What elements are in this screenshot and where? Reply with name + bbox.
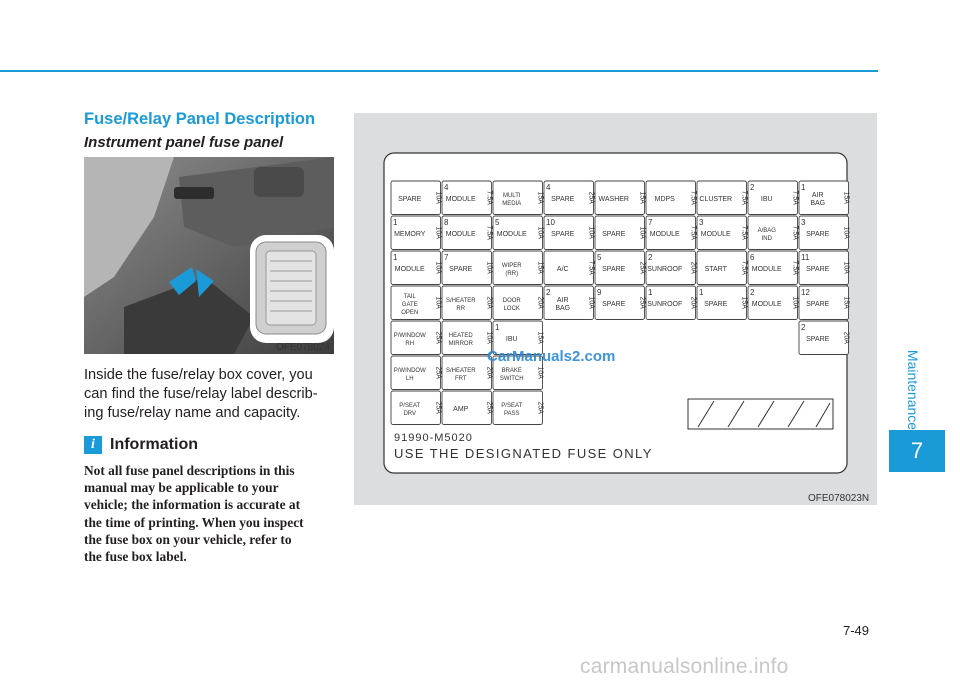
body-paragraph	[84, 366, 336, 423]
fuse-cell	[442, 286, 493, 320]
fuse-name: RR	[456, 305, 466, 312]
fuse-name: IND	[761, 235, 772, 242]
fuse-amperage: 10A	[842, 261, 850, 274]
fuse-name: IBU	[505, 335, 518, 343]
fuse-name: START	[704, 265, 727, 273]
fuse-cell	[646, 216, 697, 250]
fuse-cell	[442, 181, 493, 215]
fuse-amperage: 10A	[434, 296, 442, 309]
fuse-amperage: 10A	[587, 226, 595, 239]
fuse-name: MEDIA	[502, 200, 522, 207]
fuse-cell	[748, 286, 799, 320]
fuse-amperage: 15A	[842, 296, 850, 309]
fuse-name: SPARE	[398, 195, 422, 203]
fuse-cell	[748, 181, 799, 215]
fuse-cell	[799, 286, 850, 320]
fuse-cell	[595, 286, 646, 320]
fuse-number: 10	[546, 218, 555, 227]
fuse-amperage: 7.5A	[485, 225, 493, 240]
info-icon: i	[84, 436, 102, 454]
part-number: 91990-M5020	[394, 432, 473, 444]
fuse-name: SPARE	[551, 230, 575, 238]
fuse-name: FRT	[454, 375, 467, 382]
info-line: the time of printing. When you inspect	[84, 514, 304, 530]
info-line: Not all fuse panel descriptions in this	[84, 463, 295, 478]
fuse-cell	[391, 181, 442, 215]
fuse-number: 7	[444, 253, 449, 262]
fuse-name: SPARE	[806, 265, 830, 273]
header-rule	[0, 70, 878, 72]
fuse-amperage: 15A	[536, 261, 544, 274]
fuse-cell	[799, 216, 850, 250]
fuse-cell	[442, 251, 493, 285]
fuse-amperage: 10A	[791, 296, 799, 309]
fuse-cell	[799, 181, 850, 215]
fuse-name: DOOR	[502, 297, 521, 304]
fuse-name: SUNROOF	[647, 265, 683, 273]
page-number: 7-49	[843, 623, 870, 638]
fuse-amperage: 15A	[842, 191, 850, 204]
fuse-name: SWITCH	[499, 375, 524, 382]
fuse-amperage: 25A	[587, 191, 595, 204]
fuse-name: CLUSTER	[699, 195, 733, 203]
fuse-label-diagram	[354, 113, 877, 505]
fuse-name: SPARE	[806, 335, 830, 343]
info-title: Information	[110, 436, 198, 453]
fuse-amperage: 25A	[638, 261, 646, 274]
fuse-cell	[493, 181, 544, 215]
fuse-cell	[697, 181, 748, 215]
fuse-name: OPEN	[401, 309, 419, 316]
fuse-name: MODULE	[700, 230, 731, 238]
fuse-name: P/WINDOW	[393, 367, 426, 374]
fuse-cell	[391, 216, 442, 250]
fuse-cell	[493, 286, 544, 320]
fuse-number: 2	[750, 183, 755, 192]
fuse-cell	[595, 181, 646, 215]
fuse-amperage: 7.5A	[791, 260, 799, 275]
fuse-name: SPARE	[551, 195, 575, 203]
fuse-name: WASHER	[598, 195, 629, 203]
fuse-cell	[391, 391, 442, 425]
fuse-amperage: 7.5A	[485, 190, 493, 205]
fuse-name: TAIL	[403, 293, 416, 300]
fuse-name: DRV	[403, 410, 417, 417]
fuse-name: AIR	[556, 296, 569, 304]
fuse-name: P/SEAT	[501, 402, 523, 409]
fuse-name: IBU	[760, 195, 773, 203]
fuse-number: 2	[750, 288, 755, 297]
fuse-name: SPARE	[806, 230, 830, 238]
fuse-amperage: 7.5A	[689, 225, 697, 240]
fuse-name: WIPER	[501, 262, 522, 269]
fuse-name: PASS	[503, 410, 520, 417]
fuse-number: 1	[393, 253, 398, 262]
fuse-amperage: 20A	[689, 296, 697, 309]
fuse-number: 5	[495, 218, 500, 227]
info-paragraph	[84, 462, 336, 565]
fuse-name: SPARE	[704, 300, 728, 308]
fuse-name: AMP	[453, 405, 469, 413]
fuse-name: MIRROR	[448, 340, 473, 347]
fuse-name: HEATED	[448, 332, 473, 339]
fuse-cell	[442, 356, 493, 390]
fuse-name: P/SEAT	[399, 402, 421, 409]
fuse-name: S/HEATER	[445, 297, 476, 304]
fuse-amperage: 15A	[740, 296, 748, 309]
fuse-number: 12	[801, 288, 810, 297]
fuse-name: SPARE	[602, 265, 626, 273]
footer-watermark: carmanualsonline.info	[580, 655, 789, 678]
section-title: Fuse/Relay Panel Description	[84, 110, 316, 128]
fuse-amperage: 25A	[434, 366, 442, 379]
fuse-amperage: 25A	[485, 401, 493, 414]
info-line: vehicle; the information is accurate at	[84, 497, 301, 513]
fuse-name: MODULE	[751, 265, 782, 273]
fuse-number: 3	[699, 218, 704, 227]
fuse-name: BRAKE	[501, 367, 522, 374]
fuse-name: A/BAG	[757, 227, 776, 234]
fuse-name: SPARE	[602, 230, 626, 238]
fuse-name: MDPS	[654, 195, 675, 203]
chapter-tab-label: Maintenance	[905, 349, 921, 431]
fuse-cell	[697, 216, 748, 250]
fuse-name: SPARE	[602, 300, 626, 308]
fuse-number: 3	[801, 218, 806, 227]
fuse-amperage: 25A	[638, 296, 646, 309]
body-line: Inside the fuse/relay box cover, you	[84, 367, 313, 383]
fuse-name: MODULE	[496, 230, 527, 238]
fuse-cell	[391, 286, 442, 320]
watermark: CarManuals2.com	[487, 348, 616, 365]
fuse-cell	[442, 391, 493, 425]
fuse-name: (RR)	[505, 270, 519, 277]
fuse-amperage: 10A	[536, 366, 544, 379]
fuse-amperage: 10A	[842, 226, 850, 239]
diagram-callout: OFE078023N	[808, 493, 870, 504]
fuse-number: 4	[546, 183, 551, 192]
fuse-cell	[748, 216, 799, 250]
fuse-amperage: 10A	[587, 296, 595, 309]
fuse-cell	[748, 251, 799, 285]
fuse-number: 8	[444, 218, 449, 227]
fuse-name: MEMORY	[394, 230, 426, 238]
fuse-cell	[442, 216, 493, 250]
fuse-amperage: 10A	[485, 331, 493, 344]
fuse-amperage: 7.5A	[689, 190, 697, 205]
fuse-amperage: 25A	[536, 401, 544, 414]
fuse-name: LH	[405, 375, 414, 382]
fuse-amperage: 25A	[434, 401, 442, 414]
fuse-number: 1	[801, 183, 806, 192]
fuse-number: 1	[699, 288, 704, 297]
fuse-number: 11	[801, 253, 810, 262]
fuse-number: 2	[546, 288, 551, 297]
fuse-amperage: 20A	[842, 331, 850, 344]
fuse-number: 2	[648, 253, 653, 262]
fuse-panel-label	[354, 113, 877, 505]
fuse-name: S/HEATER	[445, 367, 476, 374]
fuse-name: RH	[405, 340, 415, 347]
fuse-number: 1	[393, 218, 398, 227]
designated-fuse-notice: USE THE DESIGNATED FUSE ONLY	[394, 446, 653, 461]
fuse-name: MODULE	[445, 230, 476, 238]
fuse-amperage: 10A	[536, 226, 544, 239]
fuse-number: 4	[444, 183, 449, 192]
fuse-number: 6	[750, 253, 755, 262]
fuse-name: GATE	[401, 301, 418, 308]
fuse-number: 2	[801, 323, 806, 332]
fuse-cell	[646, 286, 697, 320]
fuse-cell	[544, 181, 595, 215]
fuse-panel-photo	[84, 157, 334, 354]
fuse-amperage: 10A	[434, 261, 442, 274]
info-line: manual may be applicable to your	[84, 480, 279, 496]
fuse-cell	[391, 321, 442, 355]
fuse-name: MODULE	[649, 230, 680, 238]
fuse-number: 1	[495, 323, 500, 332]
fuse-amperage: 15A	[536, 191, 544, 204]
fuse-cell	[493, 251, 544, 285]
fuse-name: AIR	[811, 191, 824, 199]
photo-callout: OFE078024	[276, 342, 330, 353]
fuse-number: 5	[597, 253, 602, 262]
fuse-amperage: 25A	[434, 331, 442, 344]
fuse-cell	[544, 286, 595, 320]
fuse-name: A/C	[556, 265, 569, 273]
fuse-cell	[544, 251, 595, 285]
fuse-amperage: 7.5A	[740, 260, 748, 275]
info-line: the fuse box label.	[84, 549, 187, 565]
fuse-cell	[493, 391, 544, 425]
fuse-number: 7	[648, 218, 653, 227]
fuse-amperage: 10A	[638, 226, 646, 239]
fuse-cell	[697, 286, 748, 320]
fuse-amperage: 10A	[485, 261, 493, 274]
fuse-cell	[391, 251, 442, 285]
fuse-cell	[493, 216, 544, 250]
fuse-name: MULTI	[502, 192, 521, 199]
body-line: can find the fuse/relay label describ-	[84, 386, 318, 402]
fuse-cell	[442, 321, 493, 355]
fuse-number: 9	[597, 288, 602, 297]
fuse-amperage: 7.5A	[791, 225, 799, 240]
fuse-name: BAG	[555, 304, 571, 312]
fuse-name: SPARE	[806, 300, 830, 308]
fuse-amperage: 10A	[434, 191, 442, 204]
body-line: ing fuse/relay name and capacity.	[84, 405, 301, 421]
fuse-cell	[646, 251, 697, 285]
info-line: the fuse box on your vehicle, refer to	[84, 531, 292, 547]
chapter-number: 7	[889, 430, 945, 472]
fuse-amperage: 7.5A	[740, 225, 748, 240]
fuse-cell	[646, 181, 697, 215]
fuse-cell	[697, 251, 748, 285]
fuse-amperage: 15A	[638, 191, 646, 204]
fuse-name: BAG	[810, 199, 826, 207]
fuse-name: MODULE	[394, 265, 425, 273]
fuse-amperage: 20A	[485, 296, 493, 309]
fuse-amperage: 7.5A	[791, 190, 799, 205]
fuse-name: LOCK	[503, 305, 520, 312]
fuse-amperage: 20A	[689, 261, 697, 274]
fuse-number: 1	[648, 288, 653, 297]
fuse-amperage: 20A	[536, 296, 544, 309]
fuse-name: SUNROOF	[647, 300, 683, 308]
fuse-name: MODULE	[751, 300, 782, 308]
fuse-cell	[799, 251, 850, 285]
fuse-cell	[391, 356, 442, 390]
fuse-name: SPARE	[449, 265, 473, 273]
fuse-amperage: 7.5A	[740, 190, 748, 205]
fuse-cell	[595, 251, 646, 285]
fuse-amperage: 7.5A	[587, 260, 595, 275]
fuse-cell	[595, 216, 646, 250]
fuse-name: P/WINDOW	[393, 332, 426, 339]
fuse-name: MODULE	[445, 195, 476, 203]
fuse-cell	[799, 321, 850, 355]
dashboard-illustration	[84, 157, 334, 354]
fuse-amperage: 15A	[536, 331, 544, 344]
fuse-amperage: 20A	[485, 366, 493, 379]
fuse-amperage: 10A	[434, 226, 442, 239]
fuse-cell	[544, 216, 595, 250]
subsection-title: Instrument panel fuse panel	[84, 134, 284, 151]
